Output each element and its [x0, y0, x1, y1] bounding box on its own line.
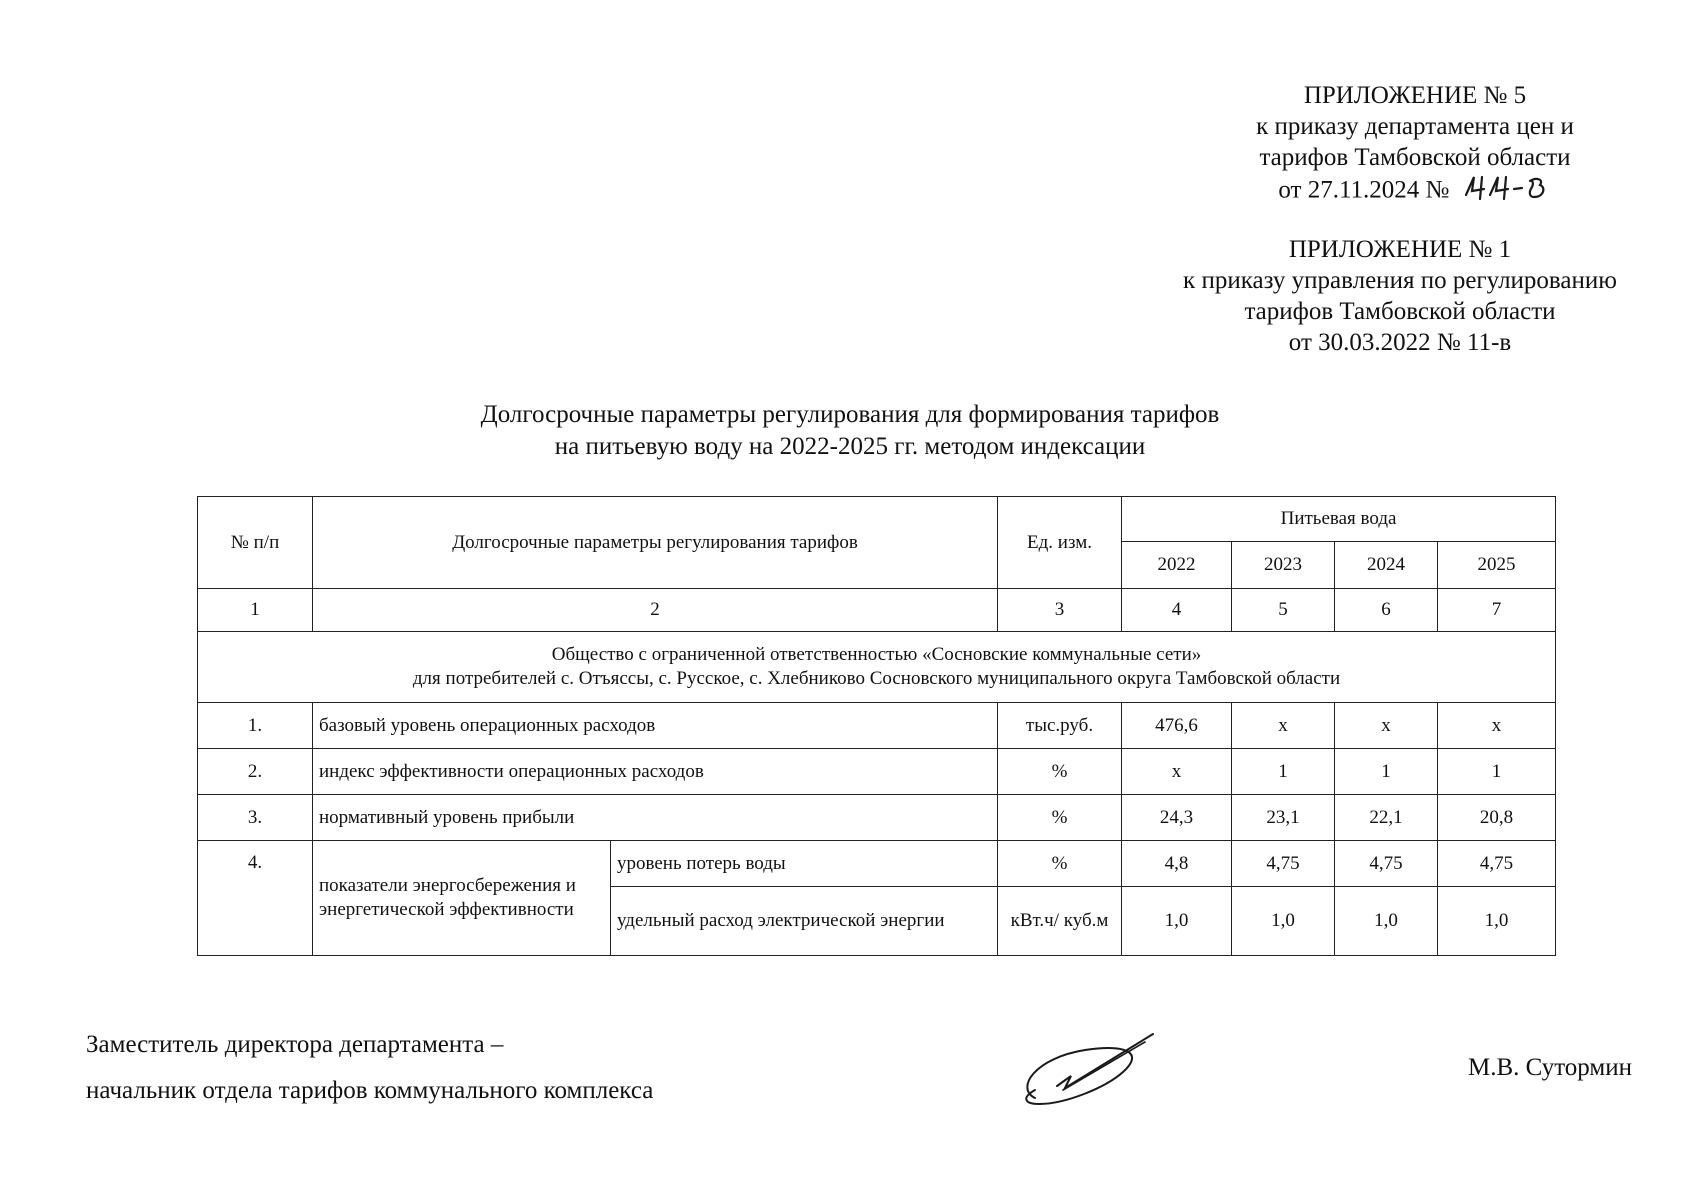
row-unit: кВт.ч/ куб.м	[998, 887, 1122, 956]
row-unit: %	[998, 795, 1122, 841]
column-number: 6	[1335, 589, 1438, 632]
appendix-1-title: ПРИЛОЖЕНИЕ № 1	[1288, 236, 1512, 263]
row-value: 20,8	[1438, 795, 1556, 841]
appendix-1-header	[1100, 234, 1698, 358]
appendix-1-line2: к приказу управления по регулированию	[1183, 267, 1617, 294]
row-value: х	[1335, 703, 1438, 749]
signatory-position-line1: Заместитель директора департамента –	[86, 1031, 504, 1058]
header-unit: Ед. изм.	[998, 497, 1122, 589]
row-value: 4,75	[1438, 841, 1556, 887]
column-number: 7	[1438, 589, 1556, 632]
row-value: 1	[1335, 749, 1438, 795]
row-value: 23,1	[1232, 795, 1335, 841]
table-row	[198, 749, 1556, 795]
header-year: 2024	[1335, 542, 1438, 589]
row-unit: %	[998, 841, 1122, 887]
row-unit: тыс.руб.	[998, 703, 1122, 749]
column-number: 2	[313, 589, 998, 632]
row-value: х	[1232, 703, 1335, 749]
organization-cell	[198, 632, 1556, 703]
organization-consumers: для потребителей с. Отъяссы, с. Русское, с. Хлебниково Сосновского муниципального округа Тамбовской области	[412, 668, 1341, 689]
row-value: х	[1122, 749, 1232, 795]
row-value: 22,1	[1335, 795, 1438, 841]
row-unit: %	[998, 749, 1122, 795]
row-num: 2.	[198, 749, 313, 795]
appendix-5-header	[1180, 80, 1650, 211]
header-year: 2022	[1122, 542, 1232, 589]
organization-row	[198, 632, 1556, 703]
signature	[1005, 1028, 1165, 1123]
header-num: № п/п	[198, 497, 313, 589]
appendix-5-line4	[1180, 173, 1650, 211]
signatory-position-line2: начальник отдела тарифов коммунального комплекса	[86, 1077, 654, 1104]
column-numbers-row	[198, 589, 1556, 632]
column-number: 4	[1122, 589, 1232, 632]
row-value: 24,3	[1122, 795, 1232, 841]
header-drinking-water: Питьевая вода	[1122, 497, 1556, 542]
row-value: 1,0	[1232, 887, 1335, 956]
signatory-position	[86, 1022, 653, 1114]
header-year: 2025	[1438, 542, 1556, 589]
row-num: 3.	[198, 795, 313, 841]
column-number: 1	[198, 589, 313, 632]
table-row	[198, 795, 1556, 841]
row-value: 1,0	[1438, 887, 1556, 956]
appendix-1-line3: тарифов Тамбовской области	[1244, 298, 1556, 325]
row-value: 476,6	[1122, 703, 1232, 749]
row-value: 4,8	[1122, 841, 1232, 887]
document-title-line2: на питьевую воду на 2022-2025 гг. методом индексации	[554, 433, 1146, 460]
row-param: нормативный уровень прибыли	[313, 795, 998, 841]
row-value: 1,0	[1122, 887, 1232, 956]
organization-name: Общество с ограниченной ответственностью «Сосновские коммунальные сети»	[551, 644, 1202, 665]
row-param: базовый уровень операционных расходов	[313, 703, 998, 749]
table-row	[198, 841, 1556, 887]
row-value: 1	[1232, 749, 1335, 795]
column-number: 3	[998, 589, 1122, 632]
document-title-line1: Долгосрочные параметры регулирования для формирования тарифов	[480, 401, 1220, 428]
column-number: 5	[1232, 589, 1335, 632]
appendix-5-line3: тарифов Тамбовской области	[1259, 144, 1571, 171]
table-row	[198, 703, 1556, 749]
row-value: 4,75	[1232, 841, 1335, 887]
row-num: 4.	[198, 841, 313, 956]
appendix-5-date: от 27.11.2024 №	[1278, 176, 1450, 204]
row-param: индекс эффективности операционных расходов	[313, 749, 998, 795]
signatory-name: М.В. Сутормин	[1468, 1054, 1633, 1081]
row-value: 4,75	[1335, 841, 1438, 887]
header-param: Долгосрочные параметры регулирования тарифов	[313, 497, 998, 589]
parameters-table	[197, 496, 1556, 956]
row-num: 1.	[198, 703, 313, 749]
row-param: уровень потерь воды	[611, 841, 998, 887]
row-value: 1,0	[1335, 887, 1438, 956]
appendix-5-title: ПРИЛОЖЕНИЕ № 5	[1303, 82, 1527, 109]
row-value: 1	[1438, 749, 1556, 795]
appendix-1-line4: от 30.03.2022 № 11-в	[1288, 329, 1512, 356]
row-value: х	[1438, 703, 1556, 749]
row-param: удельный расход электрической энергии	[611, 887, 998, 956]
document-title	[200, 399, 1500, 463]
handwritten-order-number	[1460, 173, 1552, 211]
row-group-label: показатели энергосбережения и энергетической эффективности	[313, 841, 611, 956]
appendix-5-line2: к приказу департамента цен и	[1256, 113, 1574, 140]
header-year: 2023	[1232, 542, 1335, 589]
